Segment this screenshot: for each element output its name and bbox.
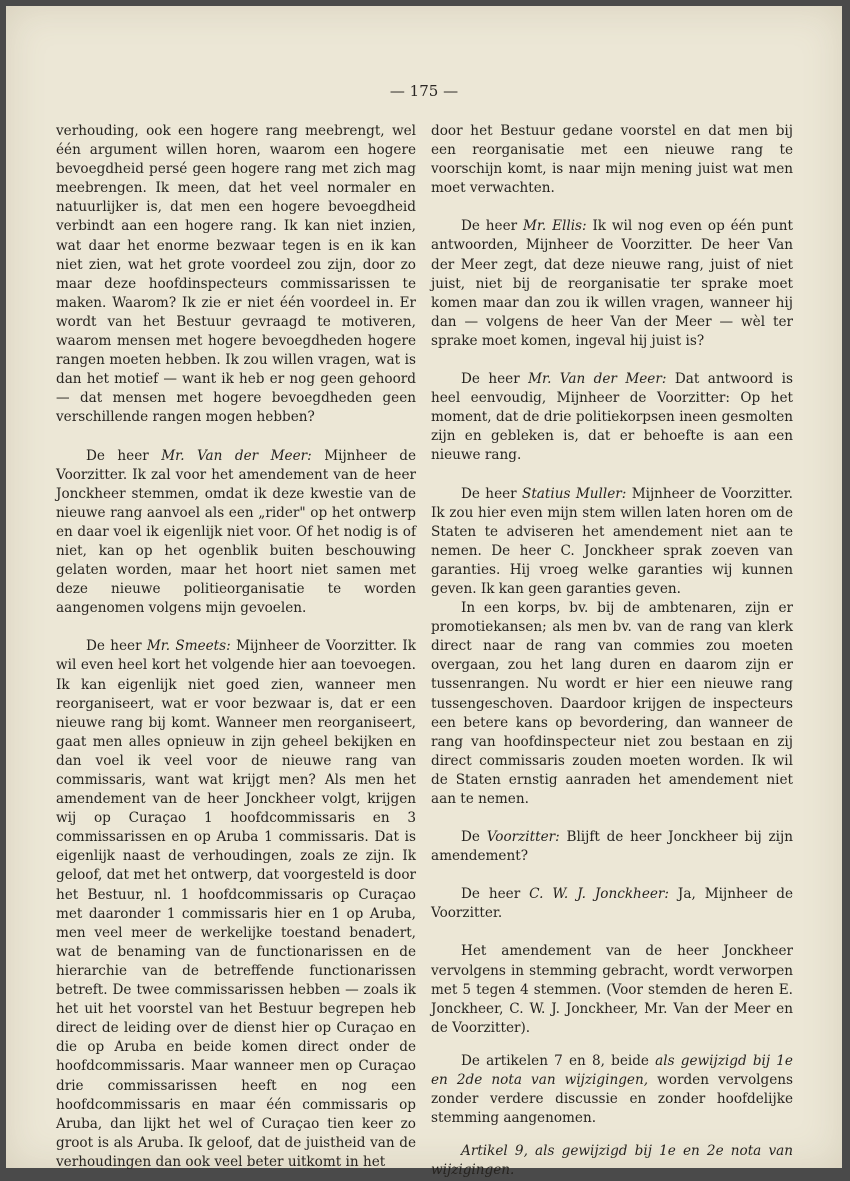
speaker-name: Mr. Van der Meer:	[161, 447, 312, 464]
speech-text: Blijft de heer Jonckheer bij zijn amendement?	[431, 829, 793, 865]
speech-paragraph	[431, 217, 793, 351]
paragraph	[431, 1052, 793, 1128]
speaker-name: Mr. Ellis:	[522, 218, 587, 235]
speaker-prefix: De	[461, 829, 480, 846]
page-number: — 175 —	[389, 82, 459, 100]
paragraph: Het amendement van de heer Jonckheer vervolgens in stemming gebracht, wordt verworpen met 5 tegen 4 stemmen. (Voor stemden de heren E. Jonckheer, C. W. J. Jonckheer, Mr. Van der Meer en de Voorzitter).	[431, 943, 793, 1036]
speaker-prefix: De heer	[461, 886, 521, 903]
speech-text: Mijnheer de Voorzitter. Ik wil even heel kort het volgende hier aan toevoegen. Ik kan eigenlijk niet goed zien, wanneer men reorganiseert, wat er voor bezwaar is, dat er een nieuwe rang bij komt. Wanneer men reorganiseert, gaat men alles opnieuw in zijn geheel bekijken en dan voel ik veel voor de nieuwe rang van commissaris, want wat krijgt men? Als men het amendement van de heer Jonckheer volgt, krijgen wij op Curaçao 1 hoofdcommissaris en 3 commissarissen en op Aruba 1 commissaris. Dat is eigenlijk naast de verhoudingen, zoals ze zijn. Ik geloof, dat met het ontwerp, dat voorgesteld is door het Bestuur, nl. 1 hoofdcommissaris op Curaçao met daaronder 1 commissaris hier en 1 op Aruba, men veel meer de werkelijke toestand benadert, wat de benaming van de functionarissen en de hierarchie van de betreffende functionarissen betreft. De twee commissarissen hebben — zoals ik het uit het voorstel van het Bestuur begrepen heb direct de leiding over de dienst hier op Curaçao en die op Aruba en beide komen direct onder de hoofdcommissaris. Maar wanneer men op Curaçao drie commissarissen heeft en nog een hoofdcommissaris en maar één commissaris op Aruba, dan lijkt het wel of Curaçao tien keer zo groot is als Aruba. Ik geloof, dat de juistheid van de verhoudingen dan ook veel beter uitkomt in het	[56, 638, 416, 1170]
document-page	[6, 6, 842, 1179]
text-after: worden vervolgens zonder verdere discussie en zonder hoofdelijke stemming aangenomen.	[431, 1072, 793, 1127]
speech-text: Ik wil nog even op één punt antwoorden, Mijnheer de Voorzitter. De heer Van der Meer zegt, dat deze nieuwe rang, juist of niet juist, niet bij de reorganisatie ter sprake moet komen maar dan zou ik willen vragen, wanneer hij dan — volgens de heer Van der Meer — wèl ter sprake moet komen, ingeval hij juist is?	[431, 218, 793, 349]
speech-paragraph	[431, 828, 793, 866]
left-column	[56, 122, 416, 1172]
speaker-prefix: De heer	[86, 638, 142, 655]
speech-text: Dat antwoord is heel eenvoudig, Mijnheer de Voorzitter: Op het moment, dat de drie politiekorpsen ineen gesmolten zijn en gebleken is, dat er behoefte is aan een nieuwe rang.	[431, 371, 793, 464]
speaker-prefix: De heer	[461, 218, 518, 235]
paragraph: verhouding, ook een hogere rang meebrengt, wel één argument willen horen, waarom een hogere bevoegdheid persé geen hogere rang met zich mag meebrengen. Ik meen, dat het veel normaler en natuurlijker is, dat men een hogere bevoegdheid verbindt aan een hogere rang. Ik kan niet inzien, wat daar het enorme bezwaar tegen is en ik kan niet zien, wat het grote voordeel zou zijn, door zo maar deze hoofdinspecteurs commissarissen te maken. Waarom? Ik zie er niet één voordeel in. Er wordt van het Bestuur gevraagd te motiveren, waarom mensen met hogere bevoegdheden hogere rangen moeten hebben. Ik zou willen vragen, wat is dan het motief — want ik heb er nog geen gehoord — dat mensen met hogere bevoegdheden geen verschillende rangen mogen hebben?	[56, 123, 416, 426]
speech-text: Mijnheer de Voorzitter. Ik zal voor het amendement van de heer Jonckheer stemmen, omdat ik deze kwestie van de nieuwe rang aanvoel als een „rider" op het ontwerp en daar voel ik eigenlijk niet voor. Of het nodig is of niet, kan op het ogenblik buiten beschouwing gelaten worden, maar het hoort niet samen met deze nieuwe politieorganisatie te worden aangenomen volgens mijn gevoelen.	[56, 447, 417, 617]
speaker-name: Voorzitter:	[486, 829, 560, 846]
paragraph: door het Bestuur gedane voorstel en dat men bij een reorganisatie met een nieuwe rang te voorschijn komt, is naar mijn mening juist wat men moet verwachten.	[431, 123, 793, 197]
paragraph: In een korps, bv. bij de ambtenaren, zijn er promotiekansen; als men bv. van de rang van klerk direct naar de rang van commies zou moeten overgaan, zou het lang duren en daarom zijn er tussenrangen. Nu wordt er hier een nieuwe rang tussengeschoven. Daardoor krijgen de inspecteurs een betere kans op bevordering, dan wanneer de rang van hoofdinspecteur niet zou bestaan en zij direct commissaris zouden moeten worden. Ik wil de Staten ernstig aanraden het amendement niet aan te nemen.	[431, 600, 793, 807]
speaker-name: Mr. Van der Meer:	[528, 371, 667, 388]
right-column	[431, 122, 793, 1181]
speaker-name: Mr. Smeets:	[146, 638, 231, 655]
speaker-prefix: De heer	[461, 485, 517, 502]
speaker-name: C. W. J. Jonckheer:	[529, 886, 669, 903]
text-before: De artikelen 7 en 8, beide	[461, 1052, 649, 1069]
speaker-prefix: De heer	[461, 371, 520, 388]
article-heading: Artikel 9, als gewijzigd bij 1e en 2e nota van wijzigingen.	[431, 1143, 793, 1179]
italic-phrase: als gewijzigd bij 1e en 2de nota van wijzigingen,	[431, 1052, 793, 1089]
speech-paragraph	[56, 447, 416, 619]
speech-paragraph	[431, 885, 793, 923]
speech-paragraph	[431, 370, 793, 465]
speech-text: Ja, Mijnheer de Voorzitter.	[431, 886, 793, 922]
speech-paragraph	[56, 637, 416, 1172]
speaker-name: Statius Muller:	[522, 485, 627, 502]
speech-text: Mijnheer de Voorzitter. Ik zou hier even mijn stem willen laten horen om de Staten te adviseren het amendement niet aan te nemen. De heer C. Jonckheer sprak zoeven van garanties. Hij vroeg welke garanties wij kunnen geven. Ik kan geen garanties geven.	[431, 485, 793, 597]
speech-paragraph	[431, 485, 793, 600]
speaker-prefix: De heer	[86, 447, 149, 464]
